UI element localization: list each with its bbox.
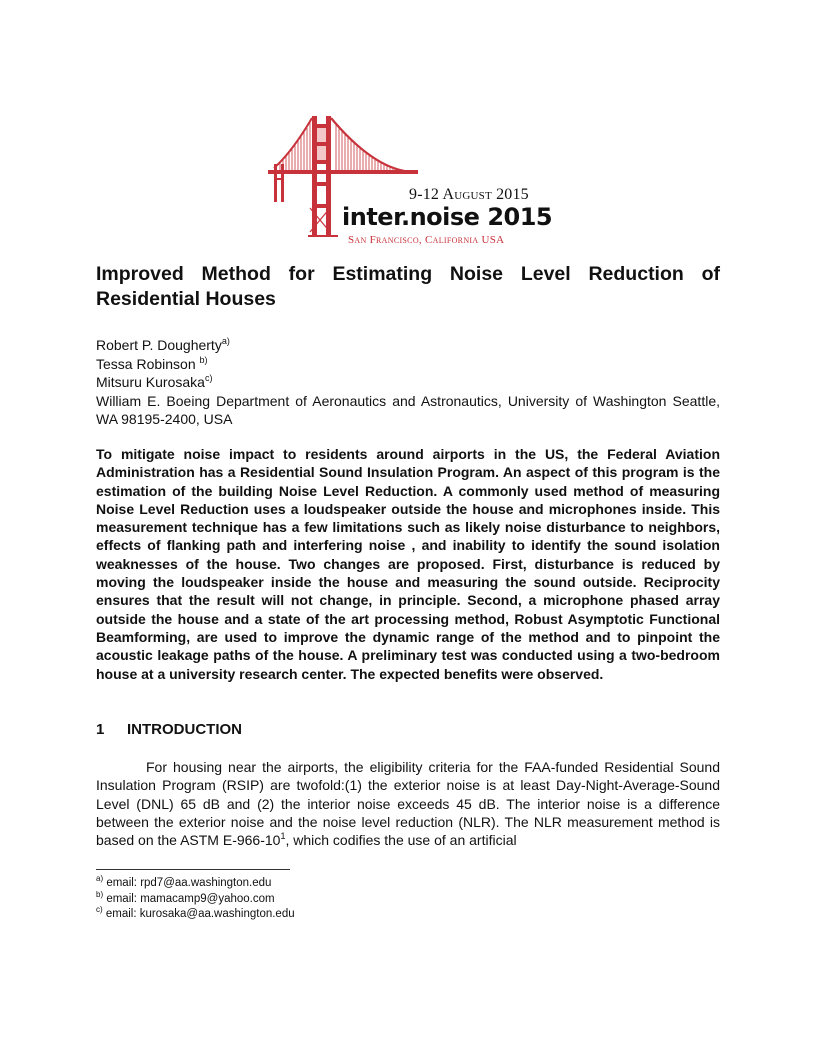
author-name: Robert P. Dougherty bbox=[96, 337, 222, 353]
conference-logo bbox=[268, 112, 558, 252]
golden-gate-bridge-icon bbox=[268, 112, 558, 252]
affiliation: William E. Boeing Department of Aeronautics and Astronautics, University of Washington Seattle, WA 98195-2400, USA bbox=[96, 392, 720, 427]
footnotes bbox=[96, 876, 295, 923]
footnote-email[interactable]: email: kurosaka@aa.washington.edu bbox=[102, 908, 295, 920]
author-mark: a) bbox=[221, 336, 230, 346]
conference-brand: inter.noise 2015 bbox=[342, 203, 553, 231]
footnote-b bbox=[96, 889, 295, 908]
abstract: To mitigate noise impact to residents around airports in the US, the Federal Aviation Administration has a Residential Sound Insulation Program. An aspect of this program is the estimation of the building Noise Level Reduction. A commonly used method of measuring Noise Level Reduction uses a loudspeaker outside the house and microphones inside. This measurement technique has a few limitations such as likely noise disturbance to neighbors, effects of flanking path and interfering noise , and inability to identify the sound isolation weaknesses of the house. Two changes are proposed. First, disturbance is reduced by moving the loudspeaker inside the house and measuring the sound outside. Reciprocity ensures that the result will not change, in principle. Second, a microphone phased array outside the house and a state of the art processing method, Robust Asymptotic Functional Beamforming, are used to improve the dynamic range of the method and to pinpoint the acoustic leakage paths of the house. A preliminary test was conducted using a two-bedroom house at a university research center. The expected benefits were observed. bbox=[96, 446, 720, 682]
author-name: Mitsuru Kurosaka bbox=[96, 374, 205, 390]
section-number: 1 bbox=[96, 721, 105, 738]
intro-text: For housing near the airports, the eligibility criteria for the FAA-funded Residential Sound Insulation Program (RSIP) are twofold:(1) the exterior noise is at least Day-Night-Average-Sound Level (DNL) 65 dB and (2) the interior noise exceeds 45 dB. The interior noise is a difference between the exterior noise and the noise level reduction (NLR). The NLR measurement method is based on the ASTM E-966-10 bbox=[96, 759, 720, 849]
footnote-c bbox=[96, 907, 295, 923]
bridge-hangers bbox=[280, 123, 414, 172]
footnote-email[interactable]: email: mamacamp9@yahoo.com bbox=[103, 892, 275, 905]
conference-date: 9-12 August 2015 bbox=[409, 186, 529, 203]
intro-paragraph bbox=[96, 758, 720, 849]
section-title: INTRODUCTION bbox=[127, 721, 242, 738]
author-1 bbox=[96, 336, 720, 355]
author-name: Tessa Robinson bbox=[96, 355, 200, 372]
author-3 bbox=[96, 373, 720, 392]
conference-location: San Francisco, California USA bbox=[348, 234, 505, 246]
author-mark: b) bbox=[199, 354, 208, 365]
footnote-email[interactable]: email: rpd7@aa.washington.edu bbox=[103, 877, 272, 889]
reference-mark[interactable]: 1 bbox=[280, 831, 286, 842]
footnote-mark: a) bbox=[96, 874, 104, 883]
footnote-mark: b) bbox=[96, 889, 104, 899]
footnote-mark: c) bbox=[96, 905, 103, 914]
author-block bbox=[96, 336, 720, 429]
footnote-a bbox=[96, 876, 295, 892]
footnote-divider bbox=[96, 869, 290, 870]
paper-title: Improved Method for Estimating Noise Level Reduction of Residential Houses bbox=[96, 263, 720, 310]
author-mark: c) bbox=[204, 373, 213, 383]
section-heading bbox=[96, 721, 242, 738]
author-2 bbox=[96, 355, 720, 374]
intro-text-continued: , which codifies the use of an artificial bbox=[285, 832, 517, 849]
